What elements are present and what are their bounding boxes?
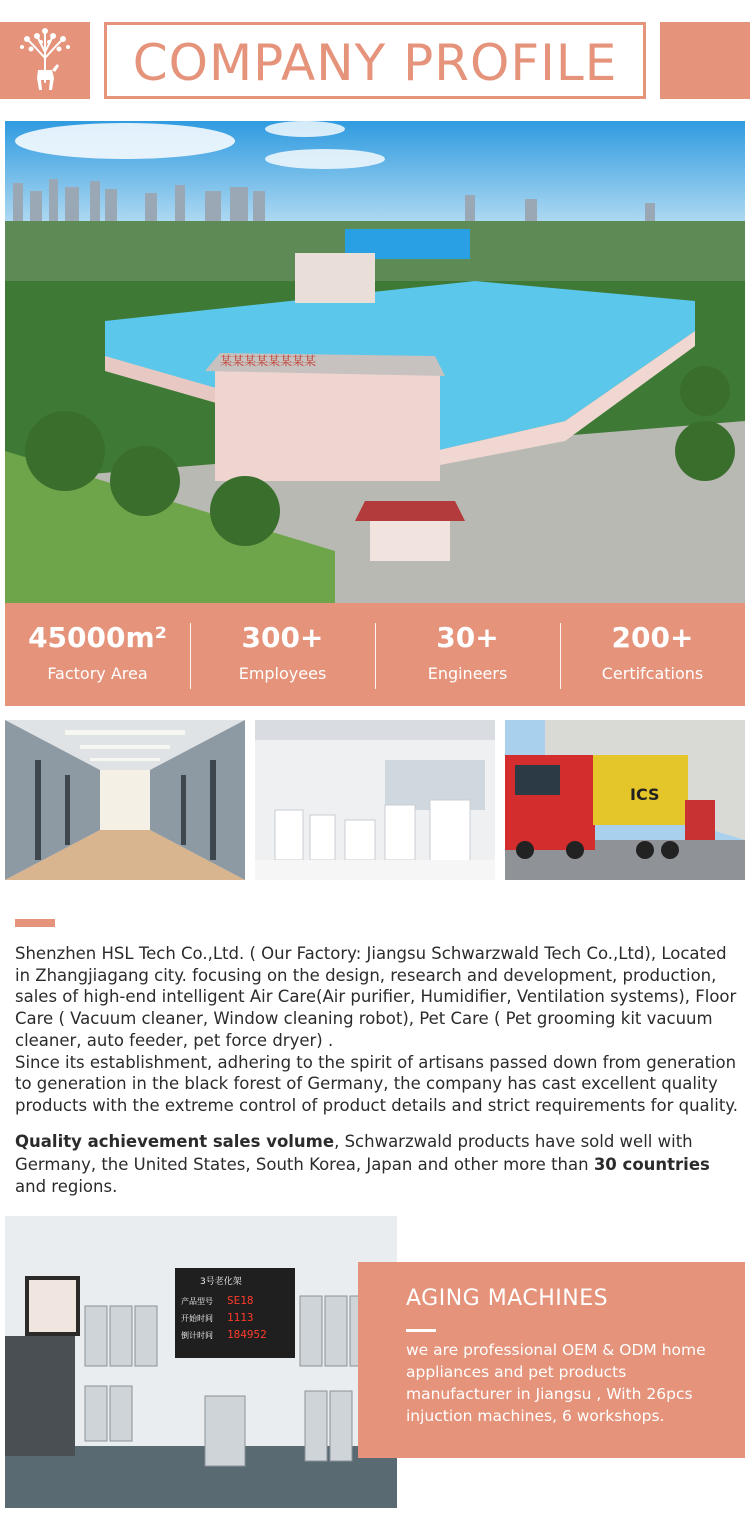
- aging-title: AGING MACHINES: [406, 1286, 609, 1311]
- page-title-box: [104, 22, 646, 99]
- tree-deer-logo-icon: [0, 22, 90, 99]
- aging-description: we are professional OEM & ODM home appliances and pet products manufacturer in Jiangsu , With 26pcs injuction machines, 6 workshops.: [406, 1341, 706, 1425]
- stat-engineers: [375, 603, 560, 706]
- factory-aerial-photo: [5, 121, 745, 603]
- aging-divider: [406, 1329, 436, 1332]
- aging-machines-card: [358, 1262, 745, 1458]
- stat-value: 200+: [611, 621, 694, 654]
- stat-value: 45000m²: [28, 621, 167, 654]
- stats-band: [5, 603, 745, 706]
- board-title: 3号老化架: [200, 1277, 242, 1287]
- section-accent-bar: [15, 919, 55, 927]
- company-intro: [15, 943, 740, 1117]
- stat-value: 300+: [241, 621, 324, 654]
- board-row-value: SE18: [227, 1294, 254, 1307]
- stat-employees: [190, 603, 375, 706]
- board-row-label: 倒计时间: [181, 1331, 213, 1340]
- header-accent-block: [660, 22, 750, 99]
- quality-text-b: and regions.: [15, 1177, 118, 1196]
- office-corridor-photo: [5, 720, 245, 880]
- stat-label: Factory Area: [47, 664, 148, 683]
- stat-label: Certifcations: [601, 664, 704, 683]
- container-label: ICS: [630, 785, 660, 804]
- page-title: COMPANY PROFILE: [132, 34, 618, 92]
- board-row-label: 产品型号: [181, 1297, 213, 1306]
- stat-certifications: [560, 603, 745, 706]
- intro-paragraph-2: Since its establishment, adhering to the spirit of artisans passed down from generation to generation in the black forest of Germany, the company has cast excellent quality products with the extreme control of product details and strict requirements for quality.: [15, 1052, 738, 1115]
- aging-machines-photo: [5, 1216, 397, 1508]
- factory-sign: 某某某某某某某某: [220, 354, 317, 368]
- quality-paragraph: [15, 1131, 743, 1199]
- quality-lead: Quality achievement sales volume: [15, 1132, 335, 1151]
- board-row-value: 1113: [227, 1311, 254, 1324]
- stat-label: Engineers: [427, 664, 508, 683]
- showroom-photo: [255, 720, 495, 880]
- board-row-label: 开始时间: [181, 1314, 213, 1323]
- board-row-value: 184952: [227, 1328, 267, 1341]
- stat-label: Employees: [238, 664, 327, 683]
- logo-badge: [0, 22, 90, 99]
- stat-factory-area: [5, 603, 190, 706]
- stat-value: 30+: [436, 621, 499, 654]
- quality-countries: 30 countries: [593, 1154, 710, 1174]
- truck-loading-photo: [505, 720, 745, 880]
- intro-paragraph-1: Shenzhen HSL Tech Co.,Ltd. ( Our Factory: Jiangsu Schwarzwald Tech Co.,Ltd), Located in Zhangjiagang city. focusing on the design, research and development, production, sales of high-end intelligent Air Care(Air purifier, Humidifier, Ventilation systems), Floor Care ( Vacuum cleaner, Window cleaning robot), Pet Care ( Pet grooming kit vacuum cleaner, auto feeder, pet force dryer) .: [15, 944, 737, 1050]
- quality-text-a: , Schwarzwald products have sold well with Germany, the United States, South Korea, Japan and other more than: [15, 1132, 693, 1174]
